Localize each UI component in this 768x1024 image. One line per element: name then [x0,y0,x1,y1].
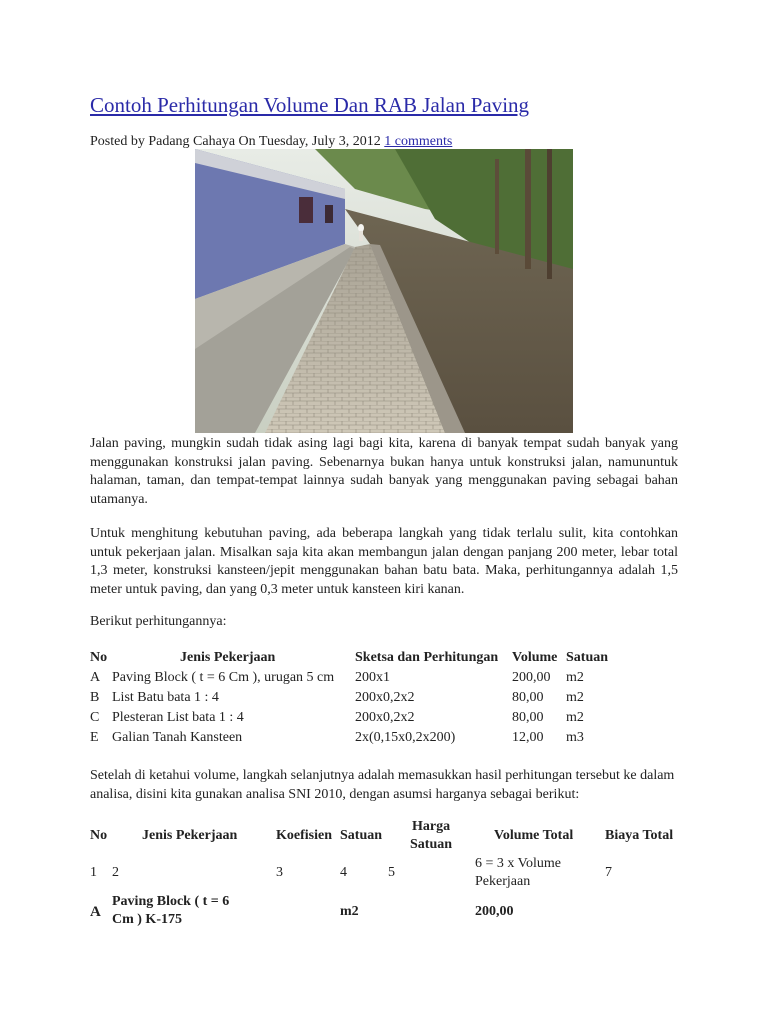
cell-no: C [90,710,100,725]
cell-satuan: m2 [566,690,584,705]
rab-index-2: 2 [112,865,119,880]
rab-index-5: 5 [388,865,395,880]
cell-jenis: Paving Block ( t = 6 Cm ), urugan 5 cm [112,670,335,685]
cell-volume: 12,00 [512,730,544,745]
paragraph-berikut: Berikut perhitungannya: [90,614,227,629]
rab-header-satuan: Satuan [340,828,383,843]
cell-volume: 200,00 [512,670,551,685]
rab-index-6-cont: Pekerjaan [475,874,531,889]
cell-jenis: List Batu bata 1 : 4 [112,690,219,705]
paragraph-calculation: Untuk menghitung kebutuhan paving, ada beberapa langkah yang tidak terlalu sulit, kita contohkan untuk pekerjaan jalan. Misalkan saja kita akan membangun jalan dengan panjang 200 meter, lebar total 1,3 meter, konstruksi kansteen/jepit menggunakan bahan batu bata. Maka, perhitungannya adalah 1,5 meter untuk paving, dan yang 0,3 meter untuk kansteen kiri kanan. [90,526,678,597]
cell-no: A [90,670,101,685]
rab-index-7: 7 [605,865,612,880]
header-volume: Volume [512,650,558,665]
rab-header-volume-total: Volume Total [494,828,574,843]
cell-satuan: m2 [566,710,584,725]
rab-header-koefisien: Koefisien [276,828,332,843]
rab-index-3: 3 [276,865,283,880]
cell-volume: 80,00 [512,690,544,705]
cell-sketsa: 200x0,2x2 [355,690,415,705]
paragraph-analisa: Setelah di ketahui volume, langkah selanjutnya adalah memasukkan hasil perhitungan tersebut ke dalam analisa, disini kita gunakan analisa SNI 2010, dengan asumsi harganya sebagai berikut: [90,768,675,802]
header-jenis: Jenis Pekerjaan [180,650,276,665]
cell-jenis: Galian Tanah Kansteen [112,730,243,745]
rab-header-harga: Harga [412,819,451,834]
rab-header-harga-satuan: Satuan [410,837,453,852]
cell-satuan: m3 [566,730,584,745]
cell-sketsa: 200x1 [355,670,390,685]
rab-item-name: Paving Block ( t = 6 [112,894,230,909]
post-title[interactable]: Contoh Perhitungan Volume Dan RAB Jalan Paving [90,93,530,117]
rab-item-satuan: m2 [340,904,359,919]
rab-header-no: No [90,828,108,843]
paragraph-intro: Jalan paving, mungkin sudah tidak asing lagi bagi kita, karena di banyak tempat sudah banyak yang menggunakan konstruksi jalan paving. Sebenarnya bukan hanya untuk konstruksi jalan, namununtuk halaman, taman, dan tempat-tempat lainnya sudah banyak yang menggunakan paving sebagai bahan utamanya. [90,436,678,507]
posted-by-text: Posted by Padang Cahaya On Tuesday, July 3, 2012 [90,134,381,149]
rab-index-6: 6 = 3 x Volume [475,856,561,871]
header-satuan: Satuan [566,650,609,665]
cell-no: E [90,730,99,745]
cell-sketsa: 2x(0,15x0,2x200) [355,730,456,745]
rab-item-name-cont: Cm ) K-175 [112,912,182,927]
cell-satuan: m2 [566,670,584,685]
cell-volume: 80,00 [512,710,544,725]
paving-road-photo [195,149,573,433]
header-sketsa: Sketsa dan Perhitungan [355,650,499,665]
rab-header-biaya-total: Biaya Total [605,828,674,843]
header-no: No [90,650,108,665]
rab-index-4: 4 [340,865,347,880]
cell-sketsa: 200x0,2x2 [355,710,415,725]
rab-index-1: 1 [90,865,97,880]
cell-no: B [90,690,100,705]
rab-item-volume: 200,00 [475,904,514,919]
rab-header-jenis: Jenis Pekerjaan [142,828,238,843]
post-meta [90,134,452,150]
rab-item-no: A [90,904,101,920]
cell-jenis: Plesteran List bata 1 : 4 [112,710,244,725]
comments-link[interactable]: 1 comments [384,134,453,149]
